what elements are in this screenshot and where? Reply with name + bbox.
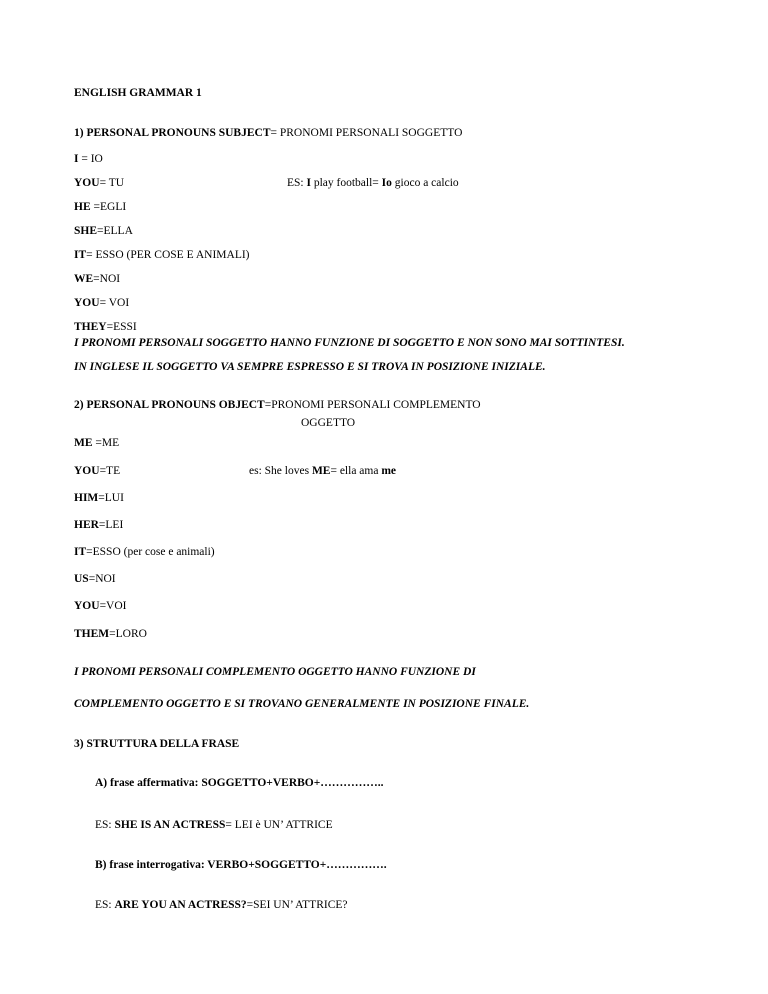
section-1-note-line-1: I PRONOMI PERSONALI SOGGETTO HANNO FUNZIONE DI SOGGETTO E NON SONO MAI SOTTINTESI. (74, 337, 625, 349)
section-2-heading: 2) PERSONAL PRONOUNS OBJECT=PRONOMI PERSONALI COMPLEMENTO (74, 399, 481, 411)
subject-pronoun-row: WE=NOI (74, 273, 121, 285)
object-pronoun-row: YOU=TE (74, 465, 121, 477)
document-title: ENGLISH GRAMMAR 1 (74, 87, 202, 99)
subject-pronoun-row: HE =EGLI (74, 201, 127, 213)
affirmative-example: ES: SHE IS AN ACTRESS= LEI è UN’ ATTRICE (95, 819, 333, 831)
object-pronoun-row: US=NOI (74, 573, 116, 585)
subject-pronoun-row: YOU= VOI (74, 297, 130, 309)
object-pronoun-row: THEM=LORO (74, 628, 147, 640)
section-2-heading-continuation: OGGETTO (301, 417, 356, 429)
section-2-note-line-2: COMPLEMENTO OGGETTO E SI TROVANO GENERALMENTE IN POSIZIONE FINALE. (74, 698, 530, 710)
object-pronoun-row: ME =ME (74, 437, 120, 449)
subject-pronoun-row: YOU= TU (74, 177, 125, 189)
section-1-note-line-2: IN INGLESE IL SOGGETTO VA SEMPRE ESPRESSO E SI TROVA IN POSIZIONE INIZIALE. (74, 361, 546, 373)
subject-example: ES: I play football= Io gioco a calcio (287, 177, 459, 189)
subject-pronoun-row: THEY=ESSI (74, 321, 137, 333)
object-pronoun-row: YOU=VOI (74, 600, 127, 612)
interrogative-structure: B) frase interrogativa: VERBO+SOGGETTO+……………. (95, 859, 387, 871)
subject-pronoun-row: SHE=ELLA (74, 225, 133, 237)
section-2-note-line-1: I PRONOMI PERSONALI COMPLEMENTO OGGETTO HANNO FUNZIONE DI (74, 666, 476, 678)
object-pronoun-row: HER=LEI (74, 519, 124, 531)
object-pronoun-row: IT=ESSO (per cose e animali) (74, 546, 215, 558)
subject-pronoun-row: IT= ESSO (PER COSE E ANIMALI) (74, 249, 250, 261)
section-1-heading: 1) PERSONAL PRONOUNS SUBJECT= PRONOMI PERSONALI SOGGETTO (74, 127, 463, 139)
object-example: es: She loves ME= ella ama me (249, 465, 397, 477)
affirmative-structure: A) frase affermativa: SOGGETTO+VERBO+…………….. (95, 777, 384, 789)
subject-pronoun-row: I = IO (74, 153, 103, 165)
section-3-heading: 3) STRUTTURA DELLA FRASE (74, 738, 240, 750)
interrogative-example: ES: ARE YOU AN ACTRESS?=SEI UN’ ATTRICE? (95, 899, 348, 911)
object-pronoun-row: HIM=LUI (74, 492, 124, 504)
